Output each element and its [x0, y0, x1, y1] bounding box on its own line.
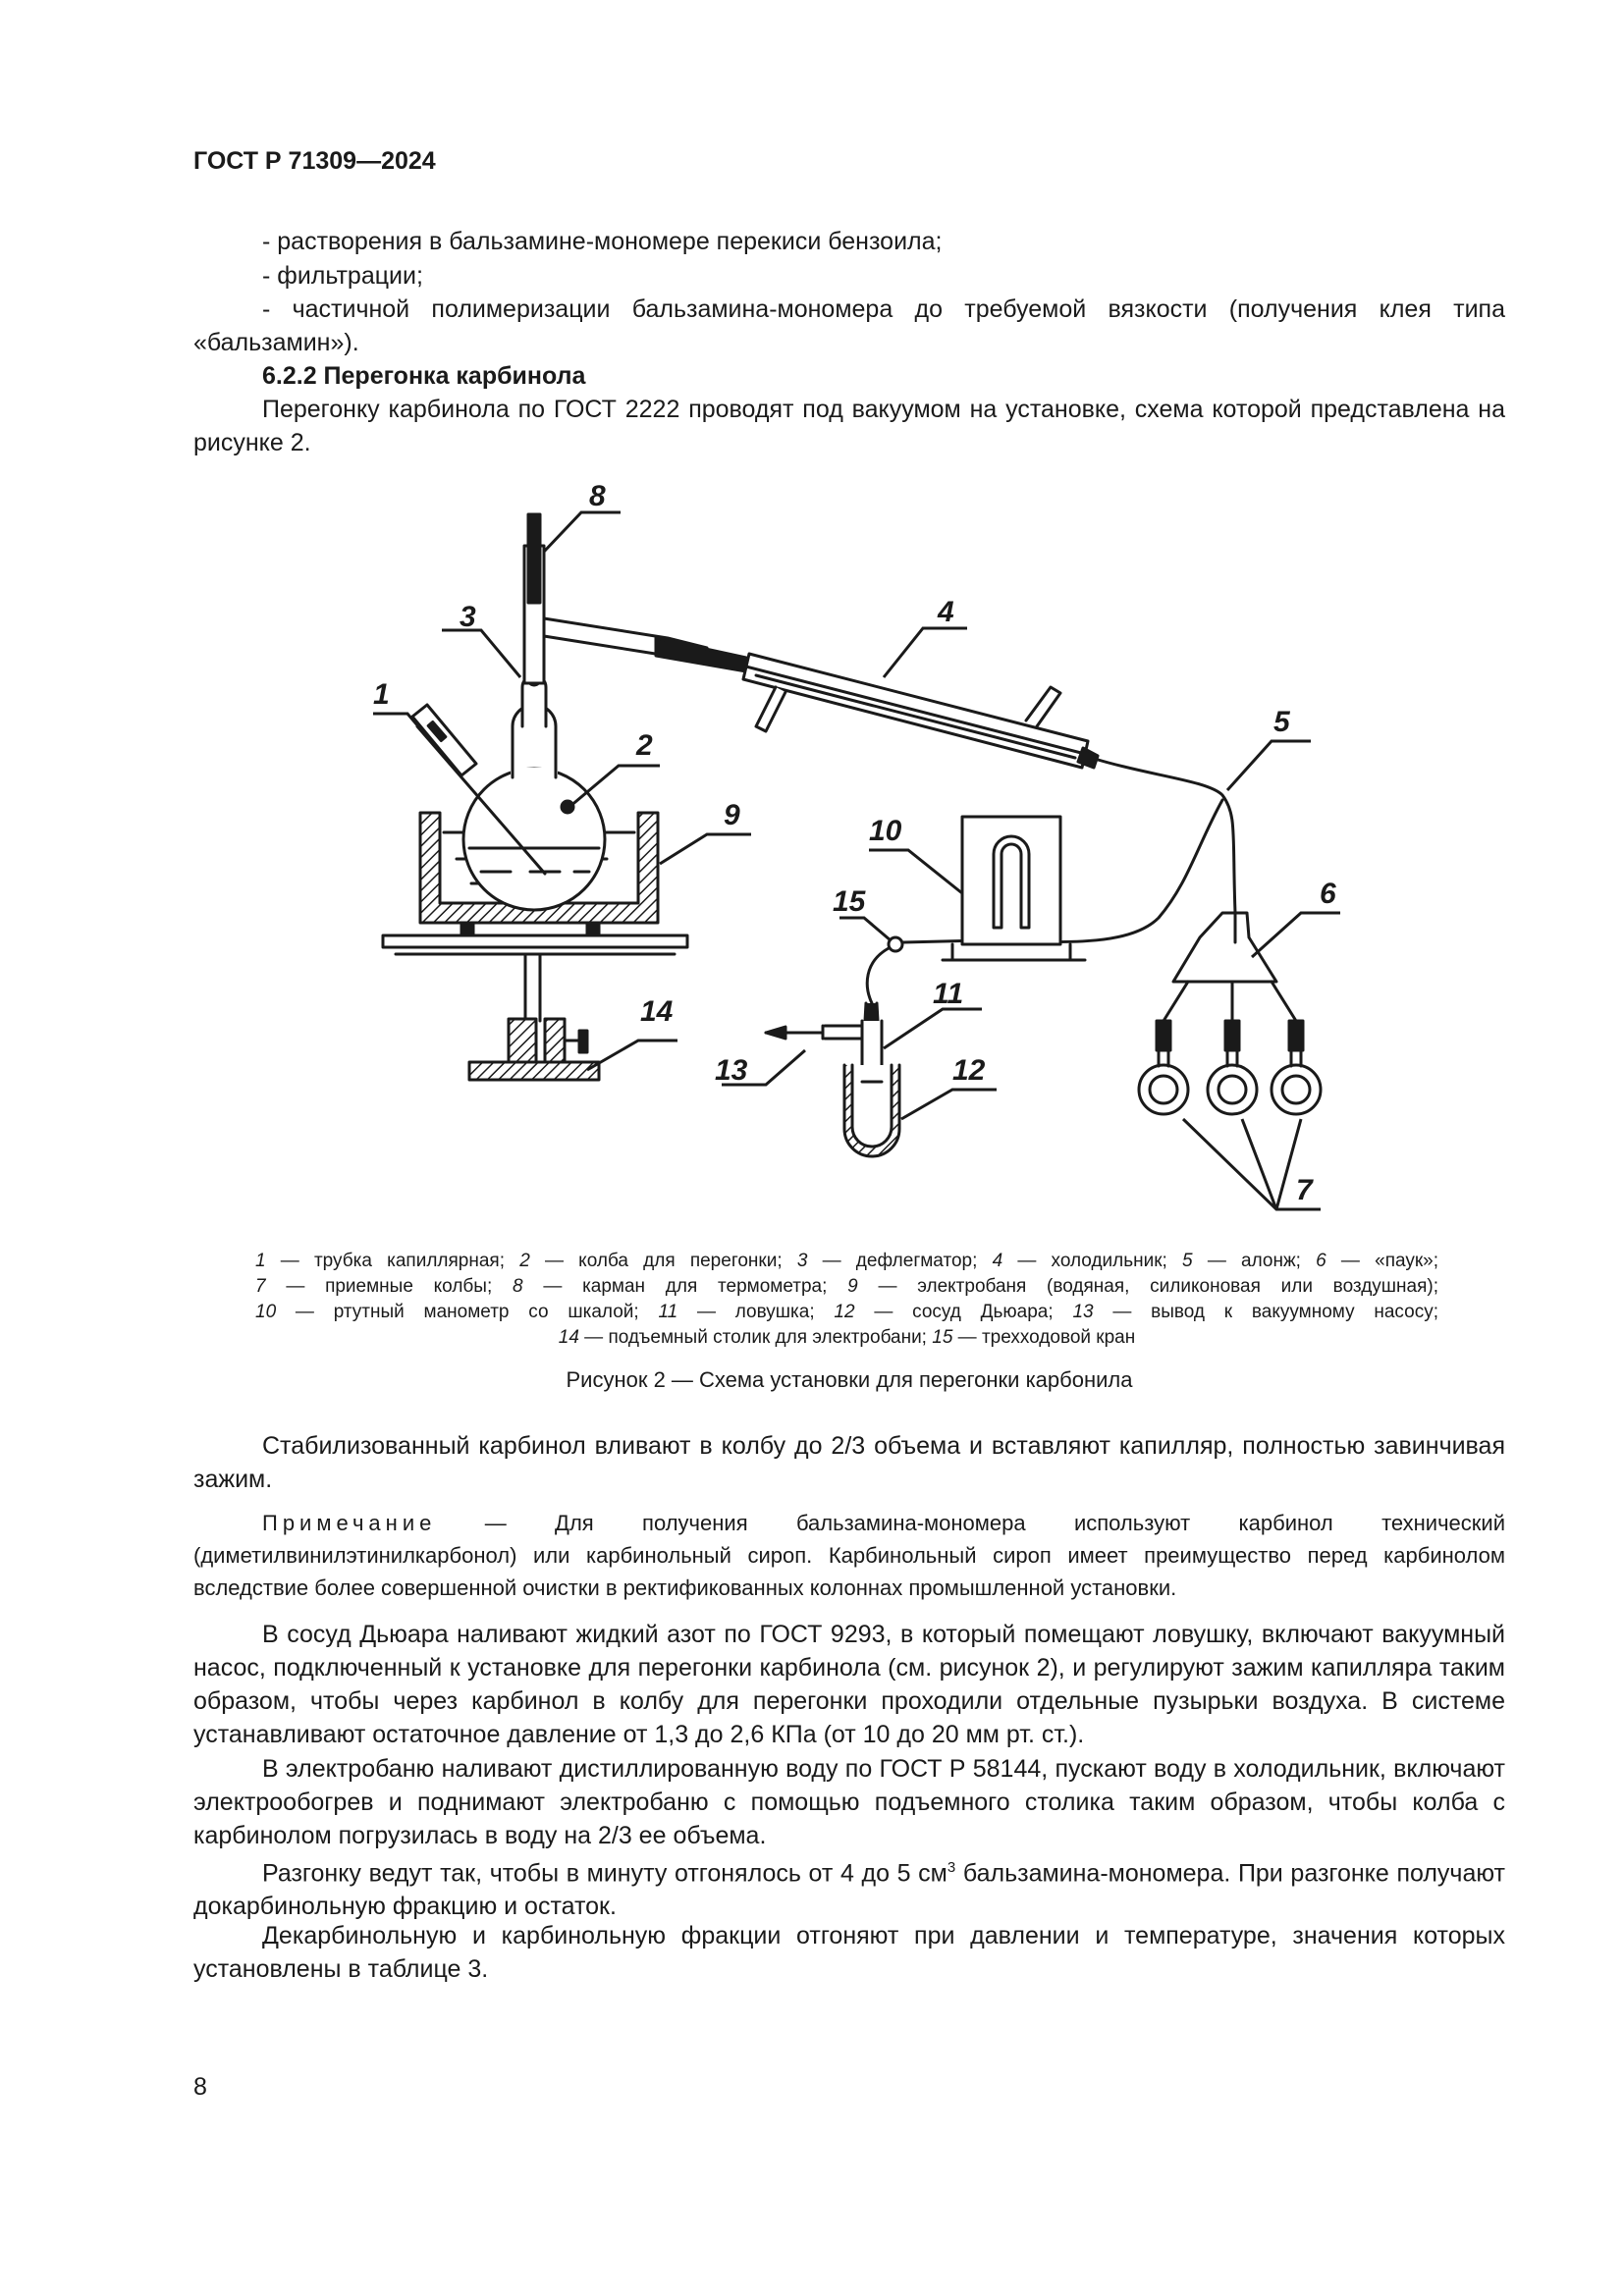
- legend-num: 13: [1072, 1302, 1094, 1322]
- distillation-flask: [463, 769, 605, 910]
- condenser-water-outlet: [1026, 687, 1060, 726]
- legend-num: 1: [255, 1251, 266, 1271]
- label-6: 6: [1320, 878, 1336, 910]
- section-title: 6.2.2 Перегонка карбинола: [262, 362, 586, 390]
- leader-line-3: [442, 630, 520, 677]
- list-item: - фильтрации;: [262, 262, 423, 290]
- paragraph-4: Разгонку ведут так, чтобы в минуту отгонялось от 4 до 5 $см^3$ бальзамина-мономера. При разгонке получают докарбинольную фракцию и остаток.: [193, 1859, 1506, 1921]
- leader-line-9: [660, 834, 751, 864]
- leader-line-11: [884, 1009, 982, 1048]
- legend-num: 9: [847, 1276, 858, 1297]
- label-13: 13: [715, 1054, 748, 1087]
- label-7: 7: [1296, 1174, 1313, 1206]
- legend-num: 11: [658, 1302, 678, 1322]
- leader-line-4: [884, 628, 967, 677]
- label-11: 11: [933, 978, 964, 1010]
- page-number: 8: [193, 2073, 207, 2101]
- figure-legend-line: 14 — подъемный столик для электробани; 15 — трехходовой кран: [558, 1327, 1136, 1348]
- figure-legend-line: 10 — ртутный манометр со шкалой; 11 — ловушка; 12 — сосуд Дьюара; 13 — вывод к вакуумному насосу;: [255, 1302, 1438, 1322]
- legend-num: 2: [519, 1251, 530, 1271]
- label-3: 3: [460, 601, 476, 633]
- leader-line-15: [839, 918, 891, 940]
- note-label: Примечание: [262, 1511, 437, 1535]
- leader-line-5: [1227, 741, 1311, 790]
- figure-legend-line: 1 — трубка капиллярная; 2 — колба для перегонки; 3 — дефлегматор; 4 — холодильник; 5 — алонж; 6 — «паук»;: [255, 1251, 1439, 1271]
- paragraph-2: В сосуд Дьюара наливают жидкий азот по ГОСТ 9293, в который помещают ловушку, включают вакуумный насос, подключенный к установке для перегонки карбинола (см. рисунок 2), и регулируют зажим капилляра таким образом, чтобы через карбинол в колбу для перегонки проходили отдельные пузырьки воздуха. В системе устанавливают остаточное давление от 1,3 до 2,6 КПа (от 10 до 20 мм рт. ст.).: [193, 1621, 1505, 1748]
- legend-num: 10: [255, 1302, 277, 1322]
- legend-num: 14: [558, 1327, 579, 1348]
- figure-caption: Рисунок 2 — Схема установки для перегонки карбонила: [566, 1367, 1133, 1392]
- list-item: - частичной полимеризации бальзамина-мономера до требуемой вязкости (получения клея типа «бальзамин»).: [193, 295, 1505, 356]
- label-2: 2: [636, 729, 653, 762]
- label-4: 4: [938, 596, 954, 628]
- receiver-flasks: [1139, 982, 1321, 1114]
- leader-line-10: [869, 850, 962, 893]
- legend-num: 15: [932, 1327, 953, 1348]
- legend-num: 5: [1182, 1251, 1193, 1271]
- page-header: ГОСТ Р 71309—2024: [193, 147, 436, 175]
- legend-num: 6: [1316, 1251, 1326, 1271]
- leader-line-14: [587, 1041, 677, 1070]
- label-1: 1: [373, 678, 390, 711]
- label-12: 12: [952, 1054, 986, 1087]
- label-14: 14: [640, 995, 674, 1028]
- legend-num: 8: [512, 1276, 523, 1297]
- condenser-water-inlet: [756, 687, 785, 731]
- legend-num: 4: [992, 1251, 1003, 1271]
- label-9: 9: [724, 799, 740, 831]
- lift-table-top: [383, 935, 687, 947]
- note: [193, 1507, 1505, 1604]
- section-intro: Перегонку карбинола по ГОСТ 2222 проводят под вакуумом на установке, схема которой представлена на рисунке 2.: [193, 396, 1505, 456]
- note-text: — Для получения бальзамина-мономера используют карбинол технический (диметилвинилэтинилкарбонол) или карбинольный сироп. Карбинольный сироп имеет преимущество перед карбинолом вследствие более совершенной очистки в ректификованных колоннах промышленной установки.: [193, 1511, 1505, 1600]
- leader-line-12: [901, 1090, 997, 1119]
- leader-line-8: [544, 512, 621, 552]
- list-item: - растворения в бальзамине-мономере перекиси бензоила;: [262, 228, 943, 255]
- adapter-tube: [1095, 759, 1235, 913]
- legend-num: 3: [796, 1251, 808, 1271]
- label-15: 15: [833, 885, 866, 918]
- figure-legend-line: 7 — приемные колбы; 8 — карман для термометра; 9 — электробаня (водяная, силиконовая или воздушная);: [255, 1276, 1438, 1297]
- paragraph-5: Декарбинольную и карбинольную фракции отгоняют при давлении и температуре, значения которых установлены в таблице 3.: [193, 1922, 1505, 1983]
- paragraph-3: В электробаню наливают дистиллированную воду по ГОСТ Р 58144, пускают воду в холодильник, включают электрообогрев и поднимают электробаню с помощью подъемного столика таким образом, чтобы колба с карбинолом погрузилась в воду на 2/3 ее объема.: [193, 1755, 1505, 1849]
- label-5: 5: [1273, 706, 1290, 738]
- legend-num: 12: [834, 1302, 855, 1322]
- label-10: 10: [869, 815, 902, 847]
- paragraph-1: Стабилизованный карбинол вливают в колбу до 2/3 объема и вставляют капилляр, полностью завинчивая зажим.: [193, 1432, 1505, 1493]
- label-8: 8: [589, 480, 606, 512]
- legend-num: 7: [255, 1276, 266, 1297]
- leader-line-6: [1252, 913, 1340, 957]
- lift-stand-base: [469, 1062, 599, 1080]
